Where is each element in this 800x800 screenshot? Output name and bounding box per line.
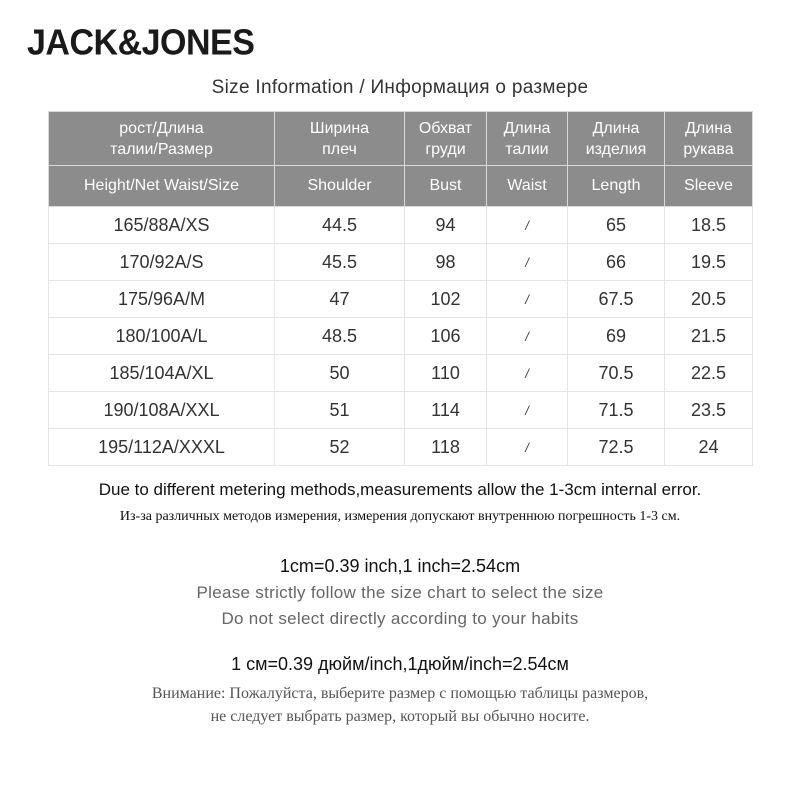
- cell-size: 175/96A/M: [49, 281, 275, 318]
- table-row: [49, 355, 753, 392]
- cell-length: 67.5: [568, 281, 665, 318]
- cell-shoulder: 52: [275, 429, 405, 466]
- table-row: [49, 392, 753, 429]
- header-en-shoulder: Shoulder: [275, 166, 405, 207]
- header-en-sleeve: Sleeve: [665, 166, 753, 207]
- cell-bust: 106: [405, 318, 487, 355]
- header-ru-line: плеч: [322, 140, 357, 158]
- cell-size: 185/104A/XL: [49, 355, 275, 392]
- cell-waist: /: [487, 318, 568, 355]
- unit-conversion-ru: 1 см=0.39 дюйм/inch,1дюйм/inch=2.54см: [231, 654, 569, 674]
- cell-waist: /: [487, 281, 568, 318]
- cell-sleeve: 23.5: [665, 392, 753, 429]
- header-ru-line: изделия: [585, 140, 647, 158]
- table-row: [49, 281, 753, 318]
- cell-bust: 102: [405, 281, 487, 318]
- cell-shoulder: 50: [275, 355, 405, 392]
- header-ru-line: рост/Длина: [119, 119, 204, 137]
- cell-waist: /: [487, 207, 568, 244]
- advice-ru-line-1: Внимание: Пожалуйста, выберите размер с помощью таблицы размеров,: [151, 685, 649, 702]
- header-ru-line: груди: [425, 140, 466, 158]
- header-ru-line: рукава: [683, 140, 734, 158]
- cell-length: 65: [568, 207, 665, 244]
- header-ru-bust: [405, 112, 487, 166]
- cell-bust: 114: [405, 392, 487, 429]
- cell-shoulder: 51: [275, 392, 405, 429]
- header-ru-length: [568, 112, 665, 166]
- measurement-error-note-ru: Из-за различных методов измерения, измерения допускают внутреннюю погрешность 1-3 см.: [119, 509, 681, 524]
- cell-bust: 98: [405, 244, 487, 281]
- cell-bust: 118: [405, 429, 487, 466]
- cell-shoulder: 47: [275, 281, 405, 318]
- header-ru-waist: [487, 112, 568, 166]
- header-ru-line: Длина: [503, 119, 551, 137]
- cell-sleeve: 19.5: [665, 244, 753, 281]
- cell-shoulder: 48.5: [275, 318, 405, 355]
- cell-bust: 94: [405, 207, 487, 244]
- cell-sleeve: 22.5: [665, 355, 753, 392]
- header-row-ru: [49, 112, 753, 166]
- cell-size: 195/112A/XXXL: [49, 429, 275, 466]
- header-en-length: Length: [568, 166, 665, 207]
- cell-length: 72.5: [568, 429, 665, 466]
- advice-line-2: Do not select directly according to your habits: [221, 609, 579, 628]
- cell-length: 69: [568, 318, 665, 355]
- measurement-error-note-en: Due to different metering methods,measurements allow the 1-3cm internal error.: [98, 480, 702, 499]
- cell-size: 180/100A/L: [49, 318, 275, 355]
- cell-size: 165/88A/XS: [49, 207, 275, 244]
- unit-conversion-en: 1cm=0.39 inch,1 inch=2.54cm: [279, 556, 521, 576]
- cell-waist: /: [487, 355, 568, 392]
- table-row: [49, 207, 753, 244]
- table-row: [49, 244, 753, 281]
- header-ru-line: Длина: [685, 119, 732, 137]
- table-row: [49, 318, 753, 355]
- cell-shoulder: 44.5: [275, 207, 405, 244]
- header-ru-line: талии/Размер: [110, 140, 213, 158]
- header-ru-shoulder: [275, 112, 405, 166]
- header-ru-line: талии: [505, 140, 549, 158]
- advice-ru-line-2: не следует выбрать размер, который вы обычно носите.: [210, 708, 590, 725]
- advice-line-1: Please strictly follow the size chart to select the size: [196, 583, 604, 602]
- cell-waist: /: [487, 244, 568, 281]
- page-title: Size Information / Информация о размере: [211, 77, 589, 98]
- header-en-height: Height/Net Waist/Size: [49, 166, 275, 207]
- header-row-en: [49, 166, 753, 207]
- brand-logo: JACK&JONES: [27, 23, 255, 63]
- cell-sleeve: 18.5: [665, 207, 753, 244]
- cell-sleeve: 24: [665, 429, 753, 466]
- header-ru-line: Обхват: [418, 119, 473, 137]
- table-row: [49, 429, 753, 466]
- size-table: [48, 111, 753, 466]
- cell-sleeve: 21.5: [665, 318, 753, 355]
- cell-length: 70.5: [568, 355, 665, 392]
- header-ru-sleeve: [665, 112, 753, 166]
- cell-length: 71.5: [568, 392, 665, 429]
- cell-bust: 110: [405, 355, 487, 392]
- cell-shoulder: 45.5: [275, 244, 405, 281]
- cell-size: 190/108A/XXL: [49, 392, 275, 429]
- cell-sleeve: 20.5: [665, 281, 753, 318]
- header-en-bust: Bust: [405, 166, 487, 207]
- cell-waist: /: [487, 392, 568, 429]
- cell-length: 66: [568, 244, 665, 281]
- header-ru-height: [49, 112, 275, 166]
- header-ru-line: Длина: [592, 119, 640, 137]
- cell-size: 170/92A/S: [49, 244, 275, 281]
- header-ru-line: Ширина: [309, 119, 370, 137]
- cell-waist: /: [487, 429, 568, 466]
- header-en-waist: Waist: [487, 166, 568, 207]
